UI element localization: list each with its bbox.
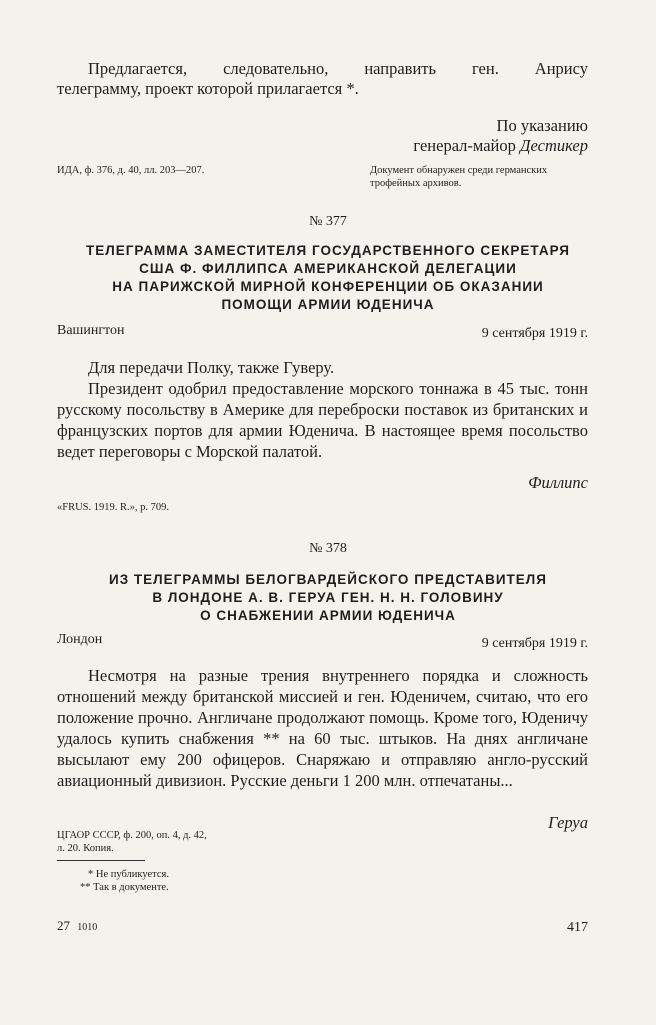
doc-378-signature: Геруа bbox=[548, 813, 588, 832]
doc-377-date: 9 сентября 1919 г. bbox=[481, 326, 588, 341]
doc-378-source-line: ЦГАОР СССР, ф. 200, оп. 4, д. 42, bbox=[57, 830, 207, 841]
doc-378-place: Лондон bbox=[57, 632, 103, 647]
doc-377-signature: Филлипс bbox=[528, 473, 588, 492]
doc-378-body: Несмотря на разные трения внутреннего порядка и сложность отношений между британской миссией и ген. Юденичем, считаю, что его положение прочно. Англичане продолжают помощь. Кроме того, Юденичу удалось купить снабжения ** на 60 тыс. штыков. На днях англичане высылают ему 200 офицеров. Снаряжаю и отправляю англо-русский авиационный дивизион. Русские деньги 1 200 млн. отпечатаны... bbox=[57, 666, 588, 790]
footnotes bbox=[80, 868, 380, 894]
printer-signature-mark: 27 bbox=[57, 918, 70, 933]
signature-name: Дестикер bbox=[520, 136, 588, 155]
doc-378-date: 9 сентября 1919 г. bbox=[481, 636, 588, 651]
doc-377-title-line: НА ПАРИЖСКОЙ МИРНОЙ КОНФЕРЕНЦИИ ОБ ОКАЗАНИИ bbox=[112, 279, 544, 294]
intro-line-1: Предлагается, следовательно, направить ген. Анрису bbox=[88, 59, 588, 78]
doc-378-source bbox=[57, 829, 357, 855]
footnote: ** Так в документе. bbox=[80, 882, 169, 893]
signature-line bbox=[300, 135, 588, 156]
doc-378-title-line: ИЗ ТЕЛЕГРАММЫ БЕЛОГВАРДЕЙСКОГО ПРЕДСТАВИТЕЛЯ bbox=[109, 572, 547, 587]
intro-line-2: телеграмму, проект которой прилагается *. bbox=[57, 79, 359, 98]
doc-377-title-line: ТЕЛЕГРАММА ЗАМЕСТИТЕЛЯ ГОСУДАРСТВЕННОГО СЕКРЕТАРЯ bbox=[86, 243, 570, 258]
signature-rank: генерал-майор bbox=[413, 136, 521, 155]
print-code: 1010 bbox=[77, 922, 98, 933]
page-footer-left bbox=[57, 918, 97, 934]
doc-378-title bbox=[40, 571, 616, 625]
footnote-divider bbox=[57, 860, 145, 861]
doc-377-title-line: ПОМОЩИ АРМИИ ЮДЕНИЧА bbox=[221, 297, 435, 312]
doc-378-number: № 378 bbox=[309, 541, 347, 556]
doc-377-number: № 377 bbox=[309, 214, 347, 229]
signature-title: По указанию bbox=[496, 116, 588, 135]
doc-377-body: Президент одобрил предоставление морского тоннажа в 45 тыс. тонн русскому посольству в Америке для переброски поставок из британских и французских портов для армии Юденича. В настоящее время посольство ведет переговоры с Морской палатой. bbox=[57, 379, 588, 461]
doc-377-address: Для передачи Полку, также Гуверу. bbox=[88, 358, 335, 377]
footnote: * Не публикуется. bbox=[88, 869, 169, 880]
doc-377-source: «FRUS. 1919. R.», p. 709. bbox=[57, 502, 170, 513]
archive-source-1: ИДА, ф. 376, д. 40, лл. 203—207. bbox=[57, 165, 205, 176]
doc-377-title bbox=[40, 242, 616, 314]
doc-377-place: Вашингтон bbox=[57, 323, 125, 338]
doc-378-title-line: О СНАБЖЕНИИ АРМИИ ЮДЕНИЧА bbox=[200, 608, 456, 623]
archive-note-1: Документ обнаружен среди германских трофейных архивов. bbox=[370, 165, 548, 189]
page-number: 417 bbox=[567, 920, 588, 935]
doc-377-title-line: США Ф. ФИЛЛИПСА АМЕРИКАНСКОЙ ДЕЛЕГАЦИИ bbox=[139, 261, 517, 276]
doc-378-title-line: В ЛОНДОНЕ А. В. ГЕРУА ГЕН. Н. Н. ГОЛОВИНУ bbox=[152, 590, 504, 605]
doc-378-source-line: л. 20. Копия. bbox=[57, 843, 114, 854]
